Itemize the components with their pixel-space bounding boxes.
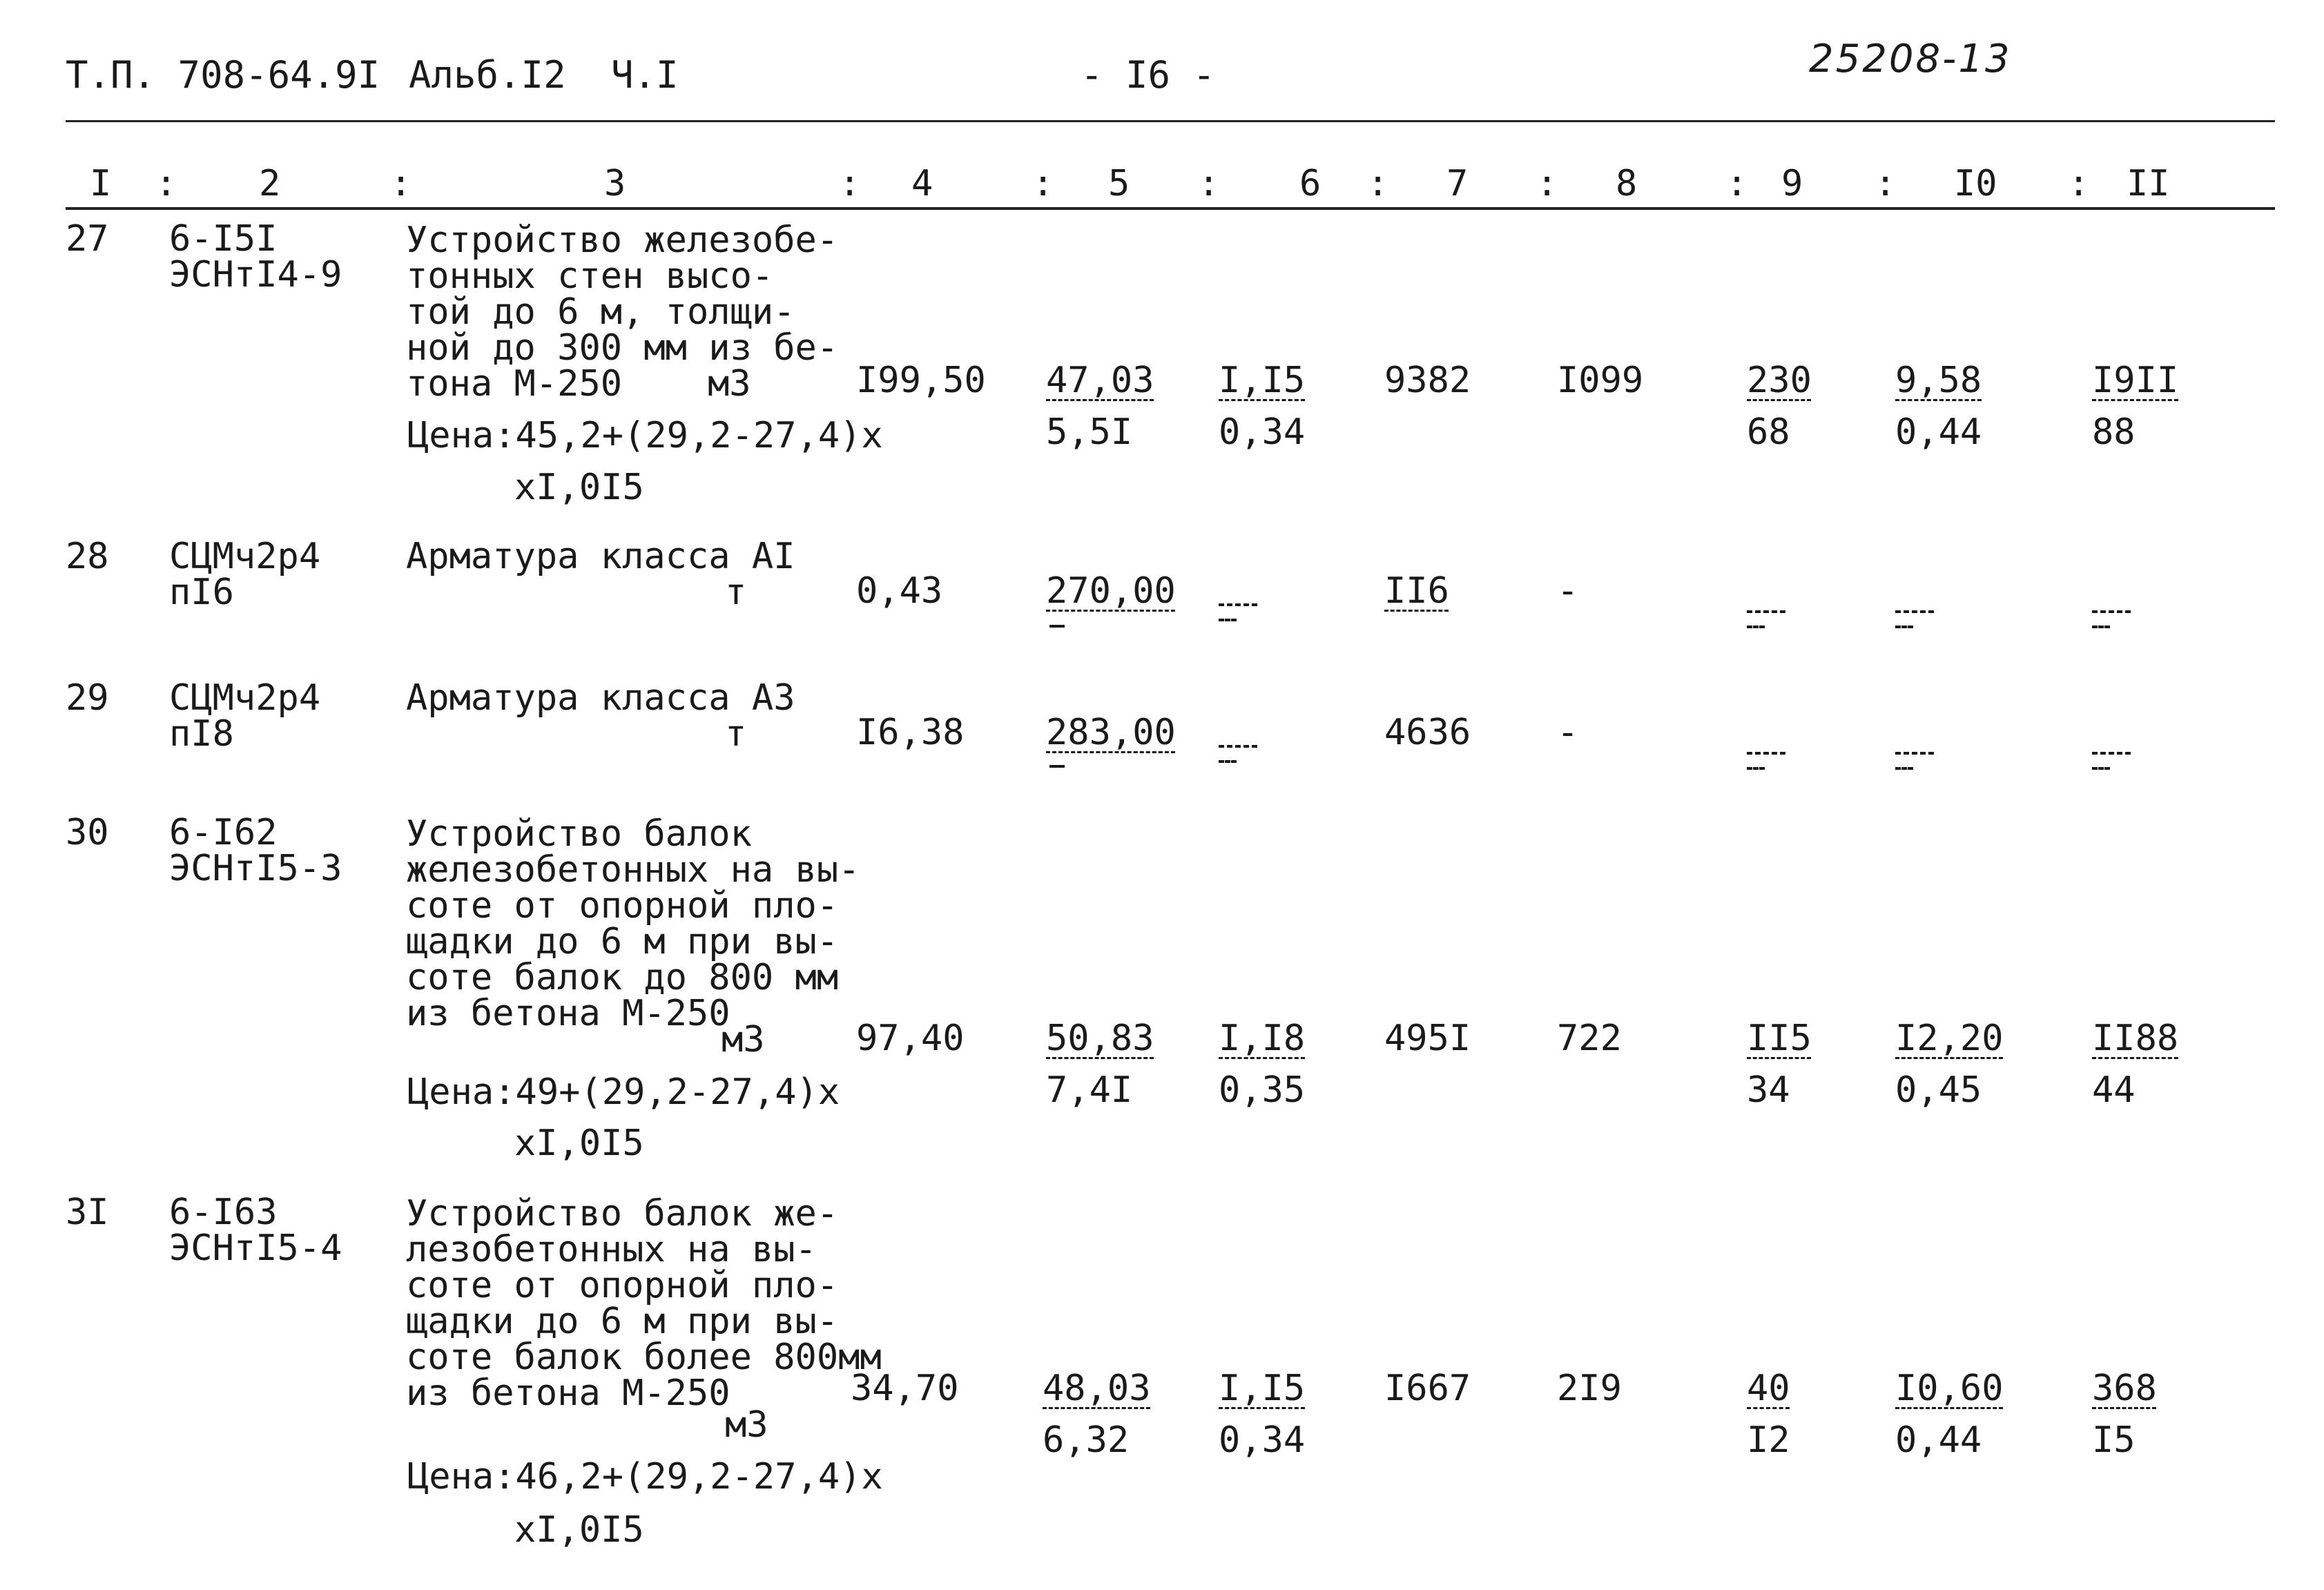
col-separator: : xyxy=(1198,163,1220,204)
col-separator: : xyxy=(155,163,177,204)
unit: т xyxy=(725,572,747,613)
machine-cost-total: I,I8 xyxy=(1219,1018,1306,1059)
empty-marker xyxy=(2092,748,2133,775)
col-header-10: I0 xyxy=(1954,163,1997,204)
description-line: ной до 300 мм из бе- xyxy=(406,327,839,369)
norm-code-line: ЭСНтI5-4 xyxy=(169,1228,342,1269)
quantity: 34,70 xyxy=(851,1368,959,1409)
col-separator: : xyxy=(1367,163,1389,204)
norm-code-line: пI6 xyxy=(169,572,234,613)
description-line: из бетона М-250 xyxy=(406,993,730,1034)
empty-marker xyxy=(1895,606,1937,634)
quantity: I6,38 xyxy=(856,712,965,753)
quantity: 97,40 xyxy=(856,1018,965,1059)
labor-total: II88 xyxy=(2092,1018,2179,1059)
price-formula-multiplier: хI,0I5 xyxy=(514,1509,644,1551)
description-line: Устройство железобе- xyxy=(406,220,839,261)
col-separator: : xyxy=(839,163,861,204)
col-separator: : xyxy=(390,163,412,204)
unit: м3 xyxy=(725,1404,768,1446)
norm-code xyxy=(169,218,342,295)
col-separator: : xyxy=(1536,163,1558,204)
col-separator: : xyxy=(1726,163,1748,204)
description-line: соте от опорной пло- xyxy=(406,885,839,927)
page-number: - I6 - xyxy=(1081,53,1216,97)
empty-marker xyxy=(1049,765,1065,768)
total-cost: II6 xyxy=(1384,570,1449,612)
unit-cost-total: 50,83 xyxy=(1046,1018,1154,1059)
description-line: железобетонных на вы- xyxy=(406,849,860,891)
row-number: 29 xyxy=(66,677,109,719)
price-formula-multiplier: хI,0I5 xyxy=(514,467,644,508)
machine-cost-total: I,I5 xyxy=(1219,360,1306,401)
description-line: щадки до 6 м при вы- xyxy=(406,921,839,962)
labor-sub: 68 xyxy=(1747,411,1790,453)
work-description: Арматура класса АI xyxy=(406,536,795,577)
machine-cost-wages: 0,34 xyxy=(1219,411,1306,453)
total-wages: - xyxy=(1557,570,1579,612)
description-line: Устройство балок xyxy=(406,813,752,855)
unit-cost-total: 270,00 xyxy=(1046,570,1176,612)
labor-value: II5 xyxy=(1747,1018,1812,1059)
labor-sub: 34 xyxy=(1747,1069,1790,1111)
col-separator: : xyxy=(1875,163,1897,204)
total-cost: 9382 xyxy=(1384,360,1471,401)
description-line: соте балок более 800мм xyxy=(406,1337,882,1378)
col-header-3: 3 xyxy=(604,163,626,204)
labor-value: 40 xyxy=(1747,1368,1790,1409)
norm-code xyxy=(169,812,342,889)
price-formula: Цена:49+(29,2-27,4)х xyxy=(407,1072,840,1113)
work-description xyxy=(406,220,839,405)
empty-marker xyxy=(1219,741,1260,768)
work-description xyxy=(406,813,860,1034)
column-header-rule xyxy=(66,207,2275,210)
machine-cost-total: I,I5 xyxy=(1219,1368,1306,1409)
col-header-5: 5 xyxy=(1108,163,1130,204)
row-number: 3I xyxy=(66,1192,109,1233)
norm-code-line: 6-I62 xyxy=(169,812,278,853)
labor-value: 230 xyxy=(1747,360,1812,401)
norm-code-line: пI8 xyxy=(169,713,234,755)
work-description xyxy=(406,1193,882,1414)
col-header-2: 2 xyxy=(259,163,281,204)
labor-per-unit: I2,20 xyxy=(1895,1018,2004,1059)
part-label: Ч.I xyxy=(611,53,679,97)
norm-code-line: СЦМч2р4 xyxy=(169,677,321,719)
description-line: тона М-250 xyxy=(406,363,623,405)
row-number: 30 xyxy=(66,812,109,853)
unit-cost-total: 283,00 xyxy=(1046,712,1176,753)
album-label: Альб.I2 xyxy=(409,53,566,97)
col-header-4: 4 xyxy=(911,163,933,204)
description-line: из бетона М-250 xyxy=(406,1373,730,1414)
norm-code xyxy=(169,1192,342,1269)
total-cost: 4636 xyxy=(1384,712,1471,753)
description-line: соте балок до 800 мм xyxy=(406,957,839,998)
col-header-6: 6 xyxy=(1299,163,1321,204)
quantity: I99,50 xyxy=(856,360,986,401)
total-wages: 2I9 xyxy=(1557,1368,1622,1409)
labor-per-unit: I0,60 xyxy=(1895,1368,2004,1409)
col-separator: : xyxy=(2068,163,2090,204)
price-formula: Цена:46,2+(29,2-27,4)х xyxy=(407,1456,883,1497)
description-line: Устройство балок же- xyxy=(406,1193,839,1234)
work-description: Арматура класса А3 xyxy=(406,677,795,719)
price-formula: Цена:45,2+(29,2-27,4)х xyxy=(407,415,883,456)
unit: т xyxy=(725,713,747,755)
description-line: щадки до 6 м при вы- xyxy=(406,1301,839,1342)
col-header-9: 9 xyxy=(1781,163,1803,204)
norm-code-line: 6-I5I xyxy=(169,218,278,260)
empty-marker xyxy=(1049,625,1065,628)
labor-total-sub: I5 xyxy=(2092,1419,2136,1461)
description-line: той до 6 м, толщи- xyxy=(406,291,795,333)
unit-cost-wages: 7,4I xyxy=(1046,1069,1133,1111)
empty-marker xyxy=(2092,606,2133,634)
col-header-1: I xyxy=(90,163,112,204)
unit-cost-wages: 6,32 xyxy=(1043,1419,1130,1461)
description-line: тонных стен высо- xyxy=(406,255,774,297)
total-wages: - xyxy=(1557,712,1579,753)
machine-cost-wages: 0,34 xyxy=(1219,1419,1306,1461)
labor-total-sub: 88 xyxy=(2092,411,2136,453)
col-separator: : xyxy=(1032,163,1054,204)
total-wages: I099 xyxy=(1557,360,1644,401)
labor-per-unit: 9,58 xyxy=(1895,360,1982,401)
total-cost: 495I xyxy=(1384,1018,1471,1059)
unit-cost-total: 48,03 xyxy=(1043,1368,1151,1409)
labor-total: 368 xyxy=(2092,1368,2157,1409)
norm-code-line: ЭСНтI5-3 xyxy=(169,848,342,889)
empty-marker xyxy=(1747,748,1788,775)
norm-code xyxy=(169,536,321,613)
header-rule xyxy=(66,120,2275,122)
labor-total: I9II xyxy=(2092,360,2179,401)
archive-stamp: 25208-13 xyxy=(1809,37,2012,81)
machine-cost-wages: 0,35 xyxy=(1219,1069,1306,1111)
unit: м3 xyxy=(708,363,751,405)
norm-code-line: ЭСНтI4-9 xyxy=(169,254,342,295)
price-formula-multiplier: хI,0I5 xyxy=(514,1123,644,1164)
labor-per-unit-sub: 0,44 xyxy=(1895,1419,1982,1461)
norm-code-line: СЦМч2р4 xyxy=(169,536,321,577)
unit: м3 xyxy=(722,1019,765,1060)
labor-total-sub: 44 xyxy=(2092,1069,2136,1111)
description-line: лезобетонных на вы- xyxy=(406,1229,817,1270)
labor-per-unit-sub: 0,44 xyxy=(1895,411,1982,453)
row-number: 28 xyxy=(66,536,109,577)
col-header-8: 8 xyxy=(1616,163,1638,204)
col-header-7: 7 xyxy=(1446,163,1469,204)
empty-marker xyxy=(1747,606,1788,634)
unit-cost-wages: 5,5I xyxy=(1046,411,1133,453)
row-number: 27 xyxy=(66,218,109,260)
norm-code-line: 6-I63 xyxy=(169,1192,278,1233)
labor-sub: I2 xyxy=(1747,1419,1790,1461)
total-cost: I667 xyxy=(1384,1368,1471,1409)
doc-code: Т.П. 708-64.9I xyxy=(66,53,380,97)
norm-code xyxy=(169,677,321,755)
empty-marker xyxy=(1895,748,1937,775)
total-wages: 722 xyxy=(1557,1018,1622,1059)
quantity: 0,43 xyxy=(856,570,943,612)
labor-per-unit-sub: 0,45 xyxy=(1895,1069,1982,1111)
col-header-11: II xyxy=(2127,163,2170,204)
empty-marker xyxy=(1219,599,1260,627)
unit-cost-total: 47,03 xyxy=(1046,360,1154,401)
description-line: соте от опорной пло- xyxy=(406,1265,839,1306)
